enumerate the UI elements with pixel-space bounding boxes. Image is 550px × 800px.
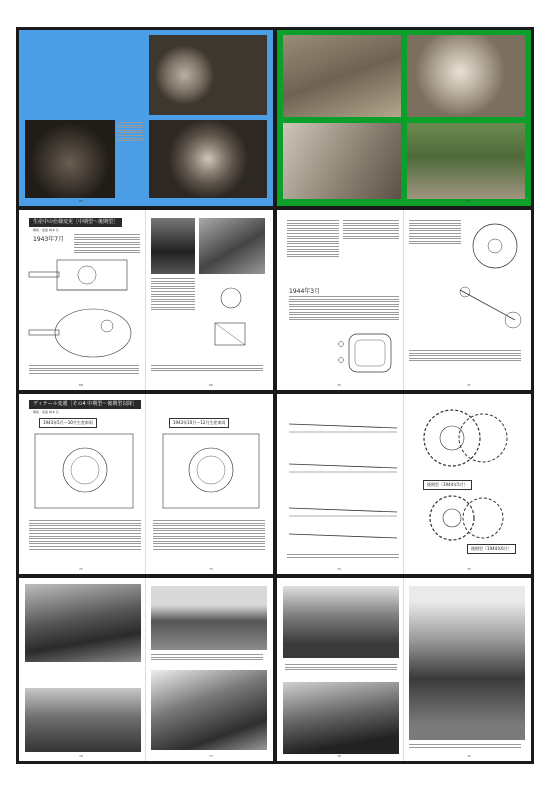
gun-barrel-drawings — [285, 404, 401, 554]
suspension-arm-drawing — [455, 280, 525, 340]
hull-top-view-left — [25, 426, 143, 516]
page-title: 生産中の仕様変更［中期型〜後期型］ — [29, 218, 122, 227]
body-text-col1 — [287, 220, 339, 259]
photo-tank-side — [25, 688, 141, 752]
photo-wheel-closeup — [149, 120, 267, 198]
photo-rear-exhaust — [283, 123, 401, 199]
caption-text-right — [151, 278, 195, 312]
spread-bw-photos-left — [19, 578, 273, 761]
drawing-label-1: 1943年5月〜10月生産車両 — [39, 418, 97, 428]
magazine-spread-sheet — [16, 27, 534, 764]
section-date: 1943年7月 — [33, 236, 65, 243]
page-number: 66 — [79, 199, 83, 203]
page-number: 68 — [79, 383, 83, 387]
sprocket-drawing-lower — [417, 490, 521, 542]
photo-tank-rubble — [151, 670, 267, 750]
photo-turret-detail — [199, 218, 265, 274]
hatch-drawing — [337, 330, 403, 376]
page-number: 76 — [79, 754, 83, 758]
page-number: 79 — [467, 754, 471, 758]
body-text-right — [153, 520, 265, 551]
spread-detail-changes — [19, 394, 273, 574]
photo-tank-front-crowd — [409, 586, 525, 740]
turret-side-diagram — [27, 250, 141, 302]
spread-color-photos-blue — [19, 30, 273, 206]
photo-roadwheels — [149, 35, 267, 115]
body-text-col2 — [343, 220, 399, 241]
caption-text-right — [409, 744, 521, 749]
page-title: ディテール変遷［その4 中期型〜後期型以降］ — [29, 400, 141, 409]
spread-barrel-and-tracks — [277, 394, 531, 574]
photo-tank-field — [151, 586, 267, 650]
sprocket-drawing-upper — [417, 404, 521, 472]
photo-tank-by-building — [283, 586, 399, 658]
photo-crew-on-tank — [25, 584, 141, 662]
body-text-left — [29, 520, 141, 551]
body-text-bottom — [409, 350, 521, 363]
page-subtitle: 解説・図面 梅本 弘 — [33, 410, 59, 414]
caption-text — [29, 365, 139, 375]
turret-top-diagram — [27, 306, 141, 360]
body-text-bottom — [151, 365, 263, 373]
caption-text — [285, 664, 397, 672]
wheel-hub-drawing — [467, 218, 523, 274]
photo-tank-in-trees — [407, 123, 525, 199]
spread-hatch-details — [277, 210, 531, 390]
page-number: 78 — [337, 754, 341, 758]
hull-top-view-right — [153, 426, 269, 516]
page-number: 75 — [467, 567, 471, 571]
page-number: 67 — [467, 199, 471, 203]
caption-text — [287, 554, 399, 559]
spread-production-changes — [19, 210, 273, 390]
page-number: 69 — [209, 383, 213, 387]
drawing-label-late: 後期型（1944年5月） — [423, 480, 472, 490]
caption-text — [151, 654, 263, 662]
photo-hull-plate-closeup — [407, 35, 525, 117]
page-number: 70 — [337, 383, 341, 387]
page-number: 74 — [337, 567, 341, 571]
cupola-sketch — [201, 278, 263, 360]
photo-crew-hatch — [151, 218, 195, 274]
spread-bw-photos-right — [277, 578, 531, 761]
drawing-label-2: 1943年10月〜12月生産車両 — [169, 418, 229, 428]
body-text-col3 — [289, 296, 399, 322]
body-text-col4 — [409, 220, 461, 246]
photo-drive-sprocket — [25, 120, 115, 198]
photo-tow-hook — [283, 35, 401, 117]
page-number: 72 — [79, 567, 83, 571]
page-number: 77 — [209, 754, 213, 758]
photo-tank-forest — [283, 682, 399, 754]
section-date: 1944年3月 — [289, 288, 321, 295]
page-number: 73 — [209, 567, 213, 571]
page-subtitle: 解説・図面 梅本 弘 — [33, 228, 59, 232]
caption-block-left — [117, 122, 143, 143]
drawing-label-late-2: 後期型（1944年6月） — [467, 544, 516, 554]
photo-hull-rear-hatch — [25, 35, 141, 115]
page-number: 71 — [467, 383, 471, 387]
spread-color-photos-green — [277, 30, 531, 206]
